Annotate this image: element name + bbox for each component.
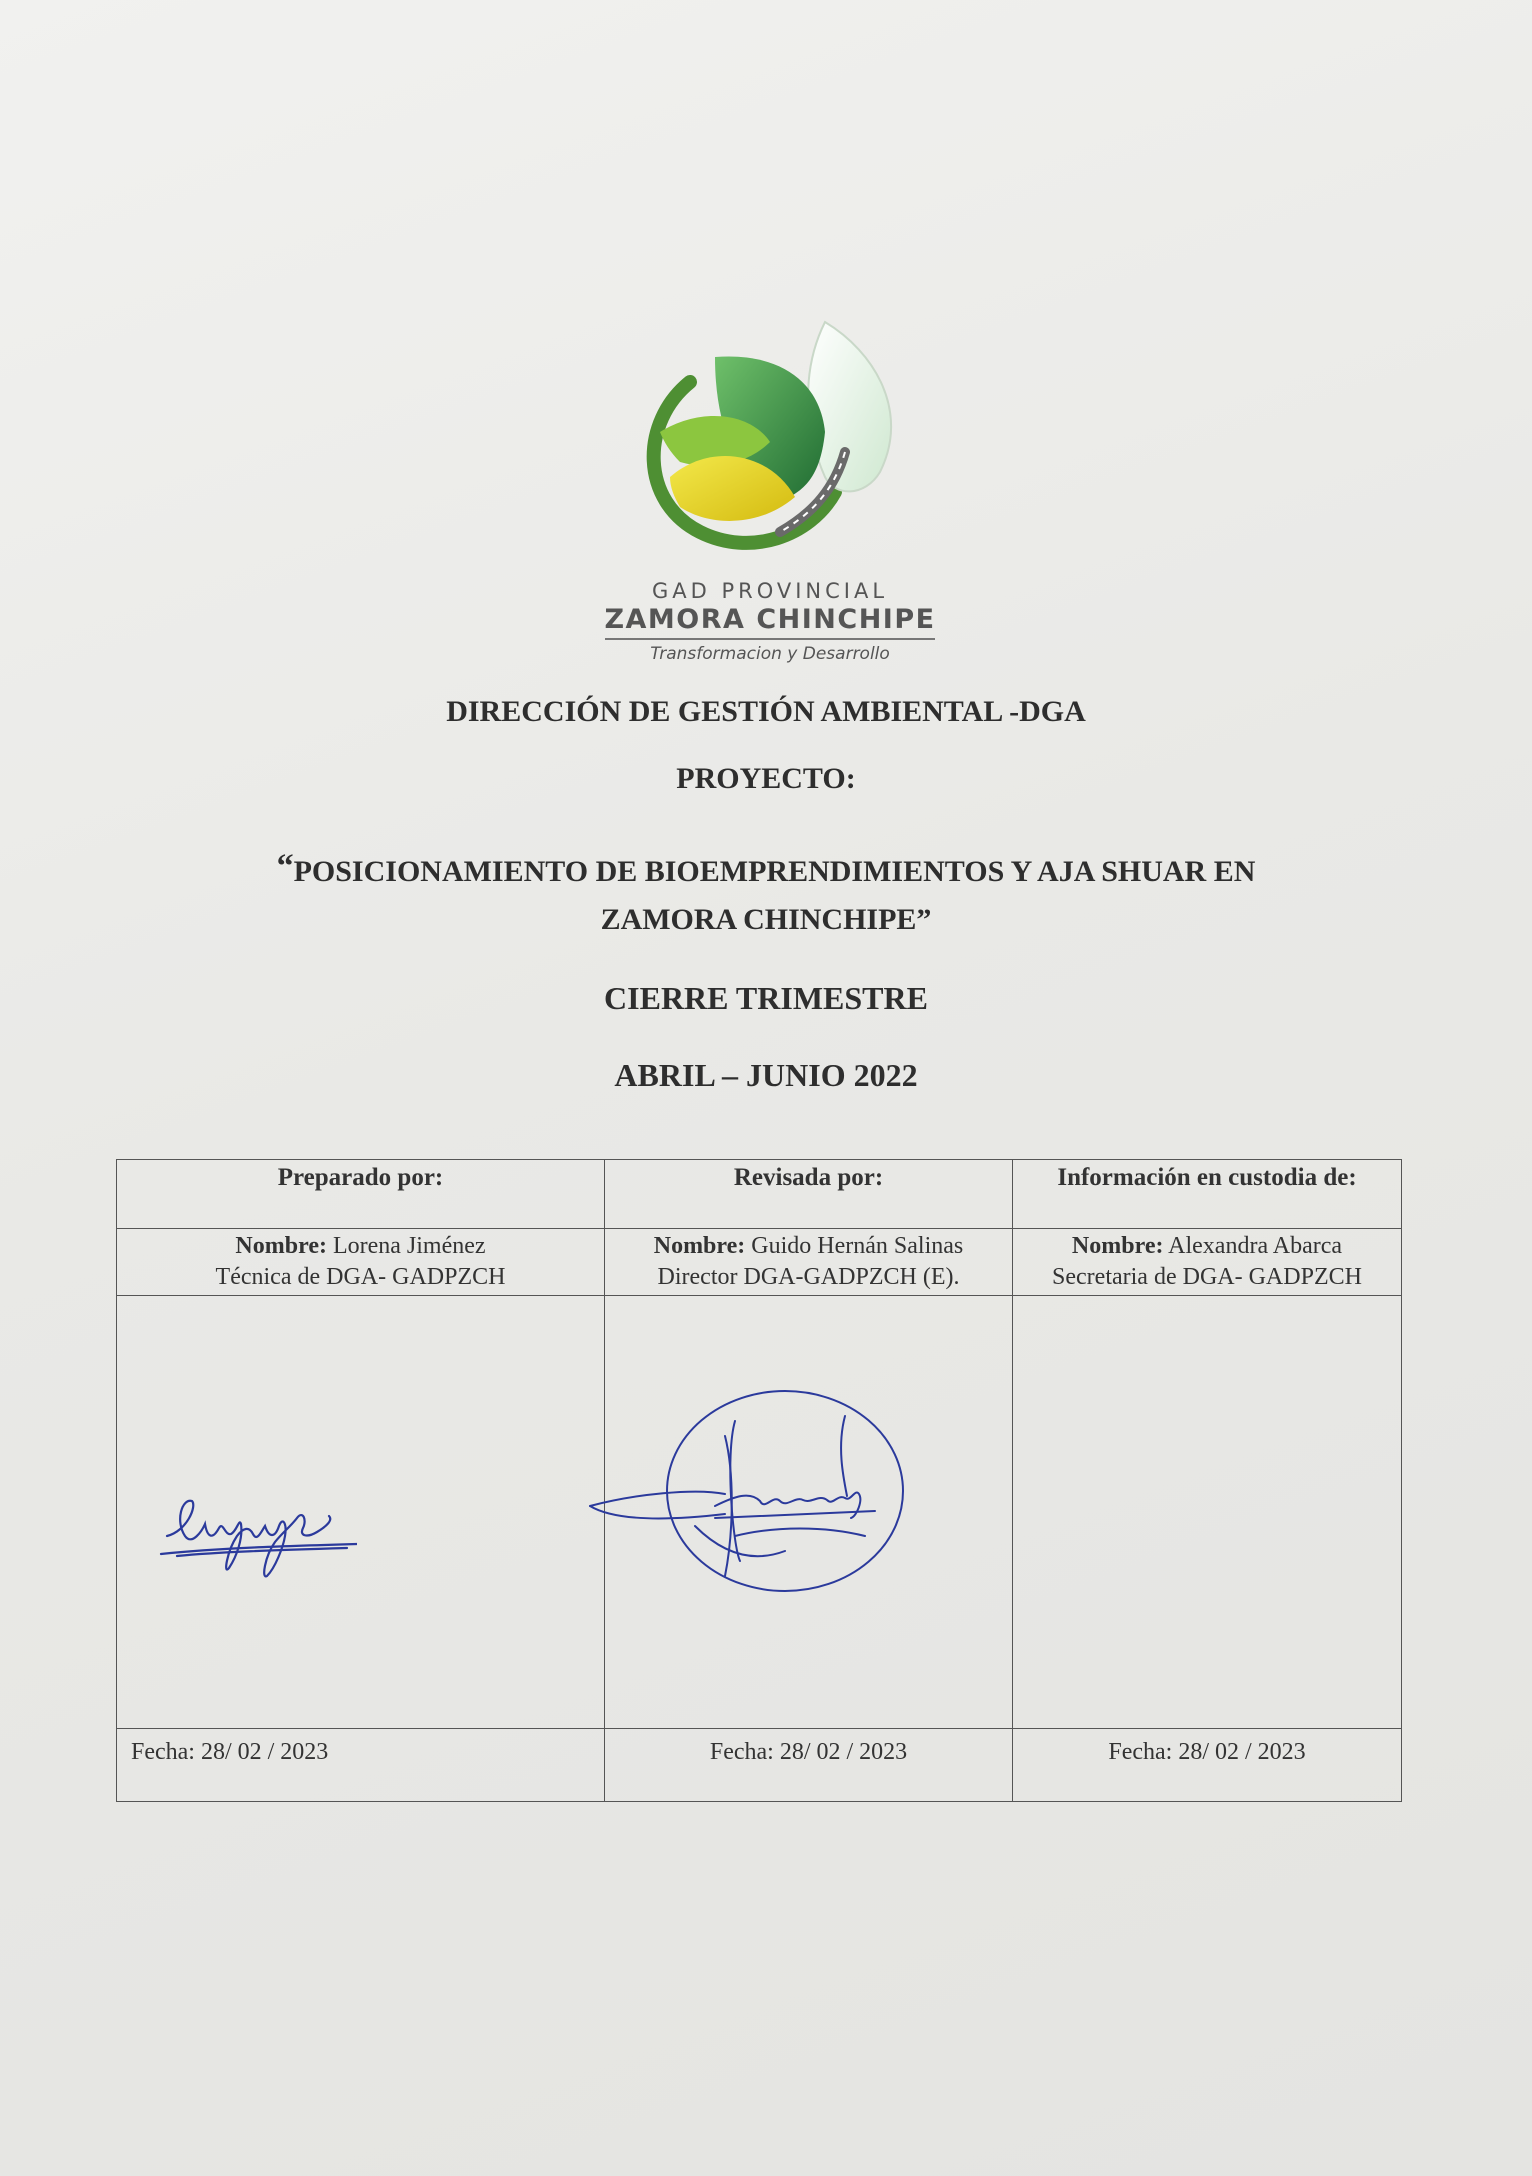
custody-role: Secretaria de DGA- GADPZCH	[1052, 1264, 1362, 1290]
reviewed-role: Director DGA-GADPZCH (E).	[657, 1264, 960, 1290]
project-name-text-1: POSICIONAMIENTO DE BIOEMPRENDIMIENTOS Y AJA SHUAR EN	[293, 855, 1256, 888]
table-row-dates	[117, 1729, 1402, 1802]
header-custody: Información en custodia de:	[1013, 1160, 1402, 1229]
name-label: Nombre:	[235, 1233, 327, 1259]
table-row-signatures	[117, 1296, 1402, 1729]
logo-tagline: Transformacion y Desarrollo	[650, 644, 890, 664]
cell-reviewed-name	[605, 1229, 1013, 1296]
custody-date: Fecha: 28/ 02 / 2023	[1013, 1729, 1402, 1802]
project-name-line-2: ZAMORA CHINCHIPE”	[600, 903, 932, 936]
logo-divider	[605, 638, 935, 640]
project-label: PROYECTO:	[676, 762, 856, 795]
direction-title: DIRECCIÓN DE GESTIÓN AMBIENTAL -DGA	[446, 695, 1086, 728]
open-quote: “	[276, 848, 294, 885]
logo-text	[560, 578, 980, 665]
signature-prepared-icon	[157, 1476, 357, 1596]
cell-prepared-name	[117, 1229, 605, 1296]
signature-table	[116, 1159, 1402, 1802]
prepared-name: Lorena Jiménez	[332, 1233, 486, 1259]
logo-line-2: ZAMORA CHINCHIPE	[604, 604, 936, 635]
reviewed-name: Guido Hernán Salinas	[751, 1233, 964, 1259]
reviewed-date: Fecha: 28/ 02 / 2023	[605, 1729, 1013, 1802]
name-label: Nombre:	[1071, 1233, 1164, 1259]
report-type: CIERRE TRIMESTRE	[604, 980, 928, 1016]
table-row-names	[117, 1229, 1402, 1296]
name-label: Nombre:	[653, 1233, 746, 1259]
cell-reviewed-signature	[605, 1296, 1013, 1729]
project-name-line-1	[0, 848, 1532, 889]
header-prepared-by: Preparado por:	[117, 1160, 605, 1229]
header-reviewed-by: Revisada por:	[605, 1160, 1013, 1229]
logo-line-1: GAD PROVINCIAL	[651, 579, 889, 603]
signature-reviewed-icon	[575, 1376, 925, 1636]
prepared-role: Técnica de DGA- GADPZCH	[215, 1264, 506, 1290]
custody-name: Alexandra Abarca	[1168, 1233, 1343, 1259]
cell-custody-name	[1013, 1229, 1402, 1296]
gad-logo-icon	[620, 312, 920, 562]
prepared-date: Fecha: 28/ 02 / 2023	[117, 1729, 605, 1802]
report-period: ABRIL – JUNIO 2022	[614, 1057, 918, 1093]
cell-prepared-signature	[117, 1296, 605, 1729]
table-header-row	[117, 1160, 1402, 1229]
cell-custody-signature	[1013, 1296, 1402, 1729]
